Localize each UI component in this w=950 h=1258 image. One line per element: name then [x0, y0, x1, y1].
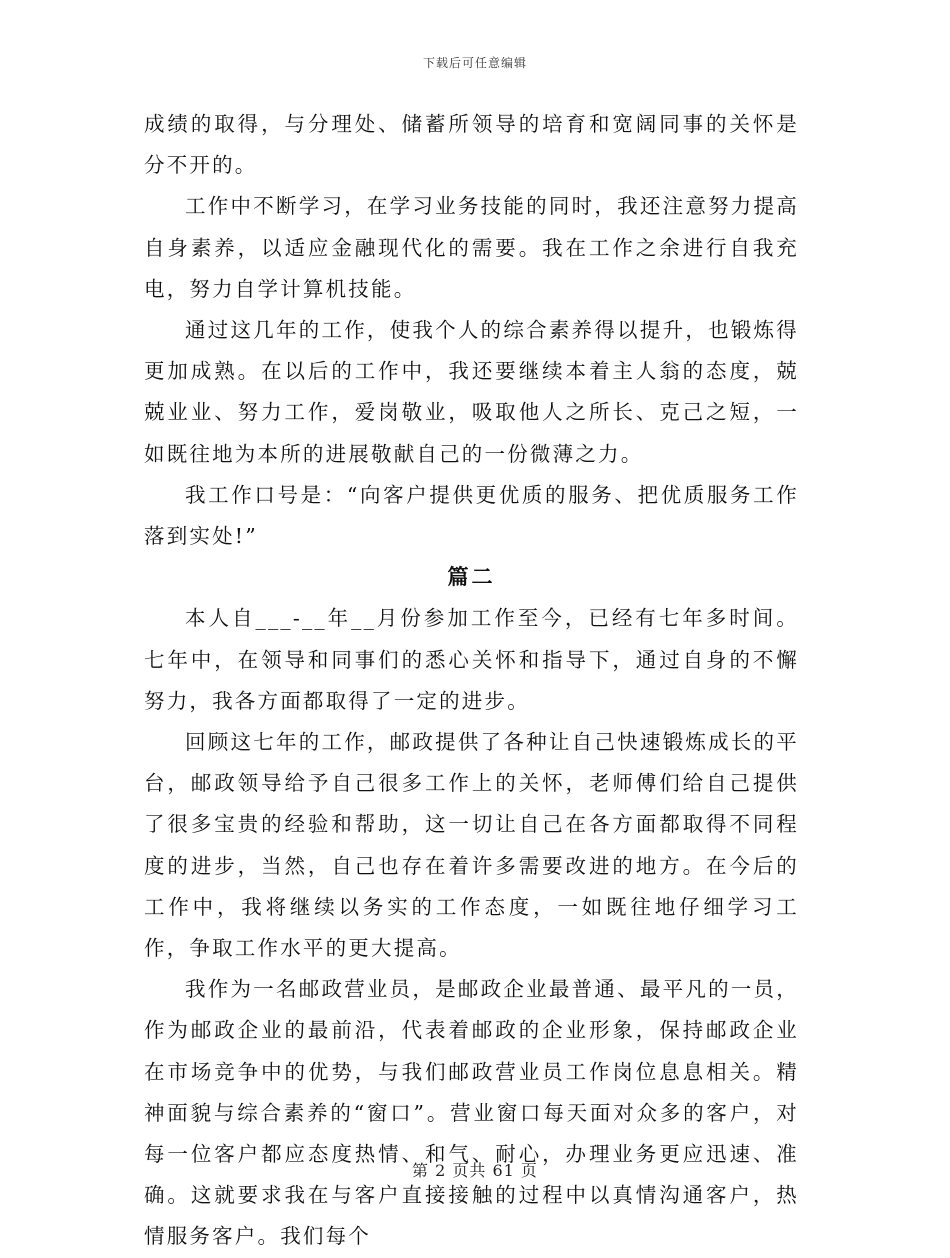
paragraph-continuation: 成绩的取得，与分理处、储蓄所领导的培育和宽阔同事的关怀是分不开的。	[144, 112, 799, 178]
paragraph: 我作为一名邮政营业员，是邮政企业最普通、最平凡的一员，作为邮政企业的最前沿，代表着邮政的企业形象，保持邮政企业在市场竞争中的优势，与我们邮政营业员工作岗位息息相关。精神面貌与综合素养的“窗口”。营业窗口每天面对众多的客户，对每一位客户都应态度热情、和气、耐心，办理业务更应迅速、准确。这就要求我在与客户直接接触的过程中以真情沟通客户，热情服务客户。我们每个	[144, 977, 799, 1249]
paragraph: 回顾这七年的工作，邮政提供了各种让自己快速锻炼成长的平台，邮政领导给予自己很多工作上的关怀，老师傅们给自己提供了很多宝贵的经验和帮助，这一切让自己在各方面都取得不同程度的进步，当然，自己也存在着许多需要改进的地方。在今后的工作中，我将继续以务实的工作态度，一如既往地仔细学习工作，争取工作水平的更大提高。	[144, 730, 799, 961]
page-number: 第 2 页共 61 页	[412, 1161, 538, 1180]
paragraph: 工作中不断学习，在学习业务技能的同时，我还注意努力提高自身素养，以适应金融现代化的需要。我在工作之余进行自我充电，努力自学计算机技能。	[144, 194, 799, 301]
paragraph: 本人自___-__年__月份参加工作至今，已经有七年多时间。七年中，在领导和同事们的悉心关怀和指导下，通过自身的不懈努力，我各方面都取得了一定的进步。	[144, 606, 799, 713]
paragraph: 我工作口号是：“向客户提供更优质的服务、把优质服务工作落到实处!”	[144, 482, 799, 549]
paragraph: 通过这几年的工作，使我个人的综合素养得以提升，也锻炼得更加成熟。在以后的工作中，我还要继续本着主人翁的态度，兢兢业业、努力工作，爱岗敬业，吸取他人之所长、克己之短，一如既往地为本所的进展敬献自己的一份微薄之力。	[144, 318, 799, 466]
page-header-note: 下载后可任意编辑	[422, 56, 527, 70]
document-body	[144, 104, 799, 1258]
section-title: 篇二	[447, 565, 496, 590]
